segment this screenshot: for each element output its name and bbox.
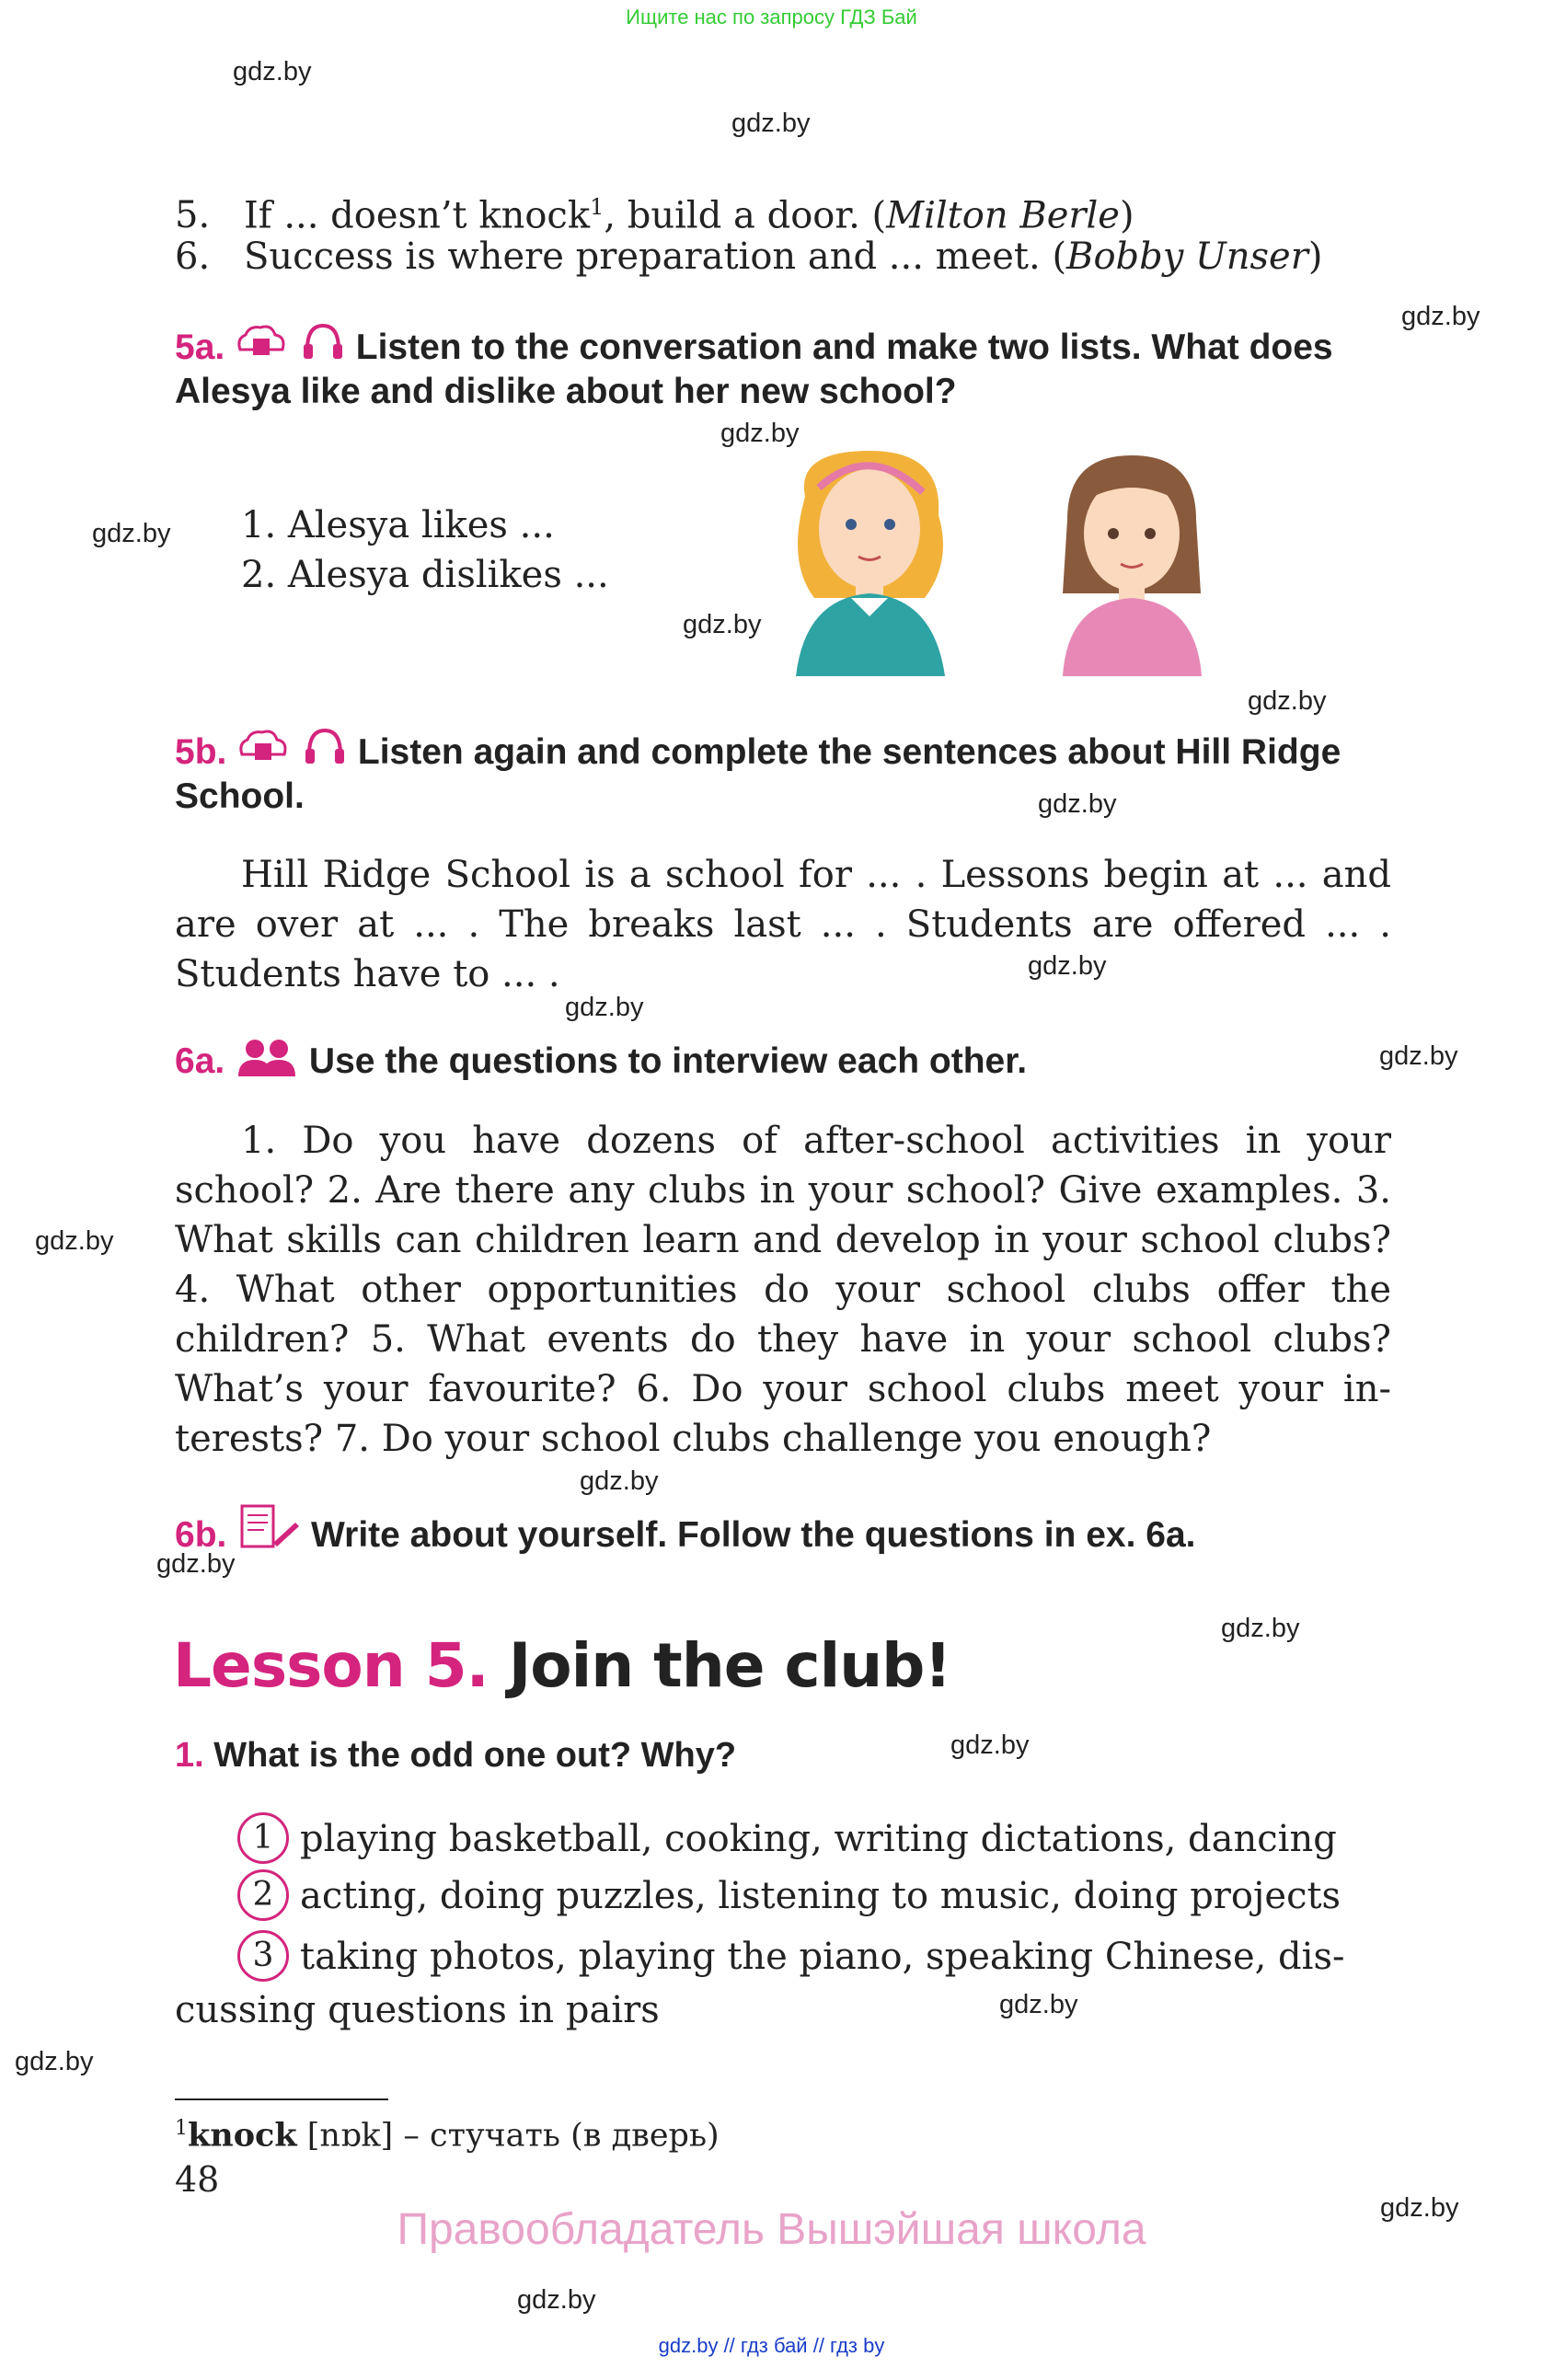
bottom-links[interactable]: gdz.by // гдз бай // гдз by	[658, 2334, 885, 2357]
quote-text-cont: , build a door. (	[604, 194, 887, 237]
footnote	[175, 2109, 720, 2156]
quote-author: Bobby Unser	[1066, 236, 1308, 278]
option-2	[237, 1871, 1341, 1925]
option-number: 1	[237, 1812, 289, 1864]
quote-close: )	[1119, 194, 1134, 237]
task-text: Listen again and complete the sentences about Hill Ridge School.	[175, 732, 1341, 816]
task-text: Listen to the conversation and make two lists. What does Alesya like and dislike about her new school?	[175, 328, 1333, 411]
watermark: gdz.by	[731, 109, 811, 138]
watermark: gdz.by	[1248, 686, 1327, 716]
task-5a	[175, 322, 1389, 414]
watermark: gdz.by	[92, 519, 171, 548]
brunette-girl-illustration	[1040, 446, 1224, 676]
watermark: gdz.by	[1028, 951, 1107, 981]
quote-text: Success is where preparation and ... meet. (	[244, 236, 1067, 278]
page-number: 48	[175, 2159, 220, 2200]
watermark: gdz.by	[15, 2047, 94, 2076]
headphones-icon	[302, 727, 348, 767]
option-3	[237, 1932, 1345, 1985]
quote-number: 5.	[175, 194, 211, 237]
option-text: playing basketball, cooking, writing dictations, dancing	[300, 1818, 1337, 1860]
task-text: Use the questions to interview each other.	[308, 1041, 1028, 1081]
headphones-icon	[300, 322, 346, 362]
watermark: gdz.by	[1380, 2193, 1459, 2223]
footnote-word: knock	[188, 2116, 297, 2155]
copyright-holder: Правообладатель Вышэйшая школа	[397, 2205, 1146, 2254]
paragraph-6a: 1. Do you have dozens of after-school activities in your school? 2. Are there any clubs in your school? Give examples. 3. What skills can children learn and develop in your school clubs? 4. What other opportunities do your school clubs offer the children? 5. What events do they have in your school clubs? What’s your favourite? 6. Do your school clubs meet your in-terests? 7. Do your school clubs challenge you enough?	[175, 1120, 1391, 1460]
list-item: 2. Alesya dislikes ...	[241, 554, 609, 596]
footnote-transcription: [nɒk]	[306, 2117, 394, 2155]
watermark: gdz.by	[580, 1466, 659, 1496]
lesson-title: Join the club!	[508, 1630, 951, 1701]
paragraph-5b: Hill Ridge School is a school for ... . Lessons begin at ... and are over at ... . The breaks last ... . Students are offered ... . Students have to ... .	[175, 854, 1391, 995]
quote-text: If ... doesn’t knock	[244, 194, 591, 237]
list-item: 1. Alesya likes ...	[241, 504, 555, 546]
task-text: What is the odd one out? Why?	[213, 1736, 737, 1775]
cd-icon	[236, 727, 292, 767]
task-6a	[175, 1038, 1399, 1084]
watermark: gdz.by	[1401, 302, 1480, 331]
watermark: gdz.by	[565, 993, 644, 1022]
option-number: 2	[237, 1869, 289, 1921]
option-3-continuation: cussing questions in pairs	[175, 1989, 660, 2031]
watermark: gdz.by	[720, 419, 800, 448]
quote-author: Milton Berle	[886, 194, 1120, 237]
footnote-divider	[175, 2098, 388, 2100]
top-search-hint[interactable]: Ищите нас по запросу ГДЗ Бай	[626, 6, 917, 29]
cd-icon	[235, 322, 290, 362]
task-number: 5a.	[175, 328, 225, 367]
option-number: 3	[237, 1930, 289, 1982]
watermark: gdz.by	[950, 1730, 1030, 1760]
pair-work-icon	[235, 1038, 299, 1076]
footnote-marker: 1	[175, 2117, 188, 2140]
watermark: gdz.by	[35, 1226, 114, 1256]
quote-close: )	[1307, 236, 1323, 278]
watermark: gdz.by	[1221, 1614, 1300, 1643]
watermark: gdz.by	[233, 57, 312, 86]
list-5a	[241, 500, 701, 600]
footnote-translation: – стучать (в дверь)	[403, 2117, 720, 2155]
task-text: Write about yourself. Follow the questions in ex. 6a.	[311, 1515, 1196, 1555]
watermark: gdz.by	[999, 1990, 1078, 2019]
watermark: gdz.by	[1379, 1041, 1458, 1071]
task-number: 1.	[175, 1736, 204, 1775]
quote-6	[175, 232, 1322, 282]
watermark: gdz.by	[1038, 789, 1117, 819]
task-number: 6b.	[175, 1515, 227, 1555]
task-number: 5b.	[175, 732, 227, 772]
task-6b	[175, 1502, 1399, 1558]
option-text: taking photos, playing the piano, speaking Chinese, dis-	[300, 1936, 1345, 1978]
quote-number: 6.	[175, 236, 211, 278]
watermark: gdz.by	[156, 1549, 236, 1579]
task-number: 6a.	[175, 1041, 225, 1081]
task-1	[175, 1733, 1399, 1777]
task-5b	[175, 727, 1389, 819]
option-text: acting, doing puzzles, listening to music, doing projects	[300, 1875, 1341, 1917]
lesson-label: Lesson 5.	[173, 1630, 489, 1701]
blonde-girl-illustration	[777, 442, 961, 676]
watermark: gdz.by	[683, 610, 762, 639]
option-1	[237, 1814, 1337, 1868]
lesson-heading	[173, 1630, 951, 1701]
footnote-marker: 1	[590, 194, 605, 220]
writing-icon	[236, 1502, 301, 1550]
watermark: gdz.by	[517, 2285, 596, 2315]
